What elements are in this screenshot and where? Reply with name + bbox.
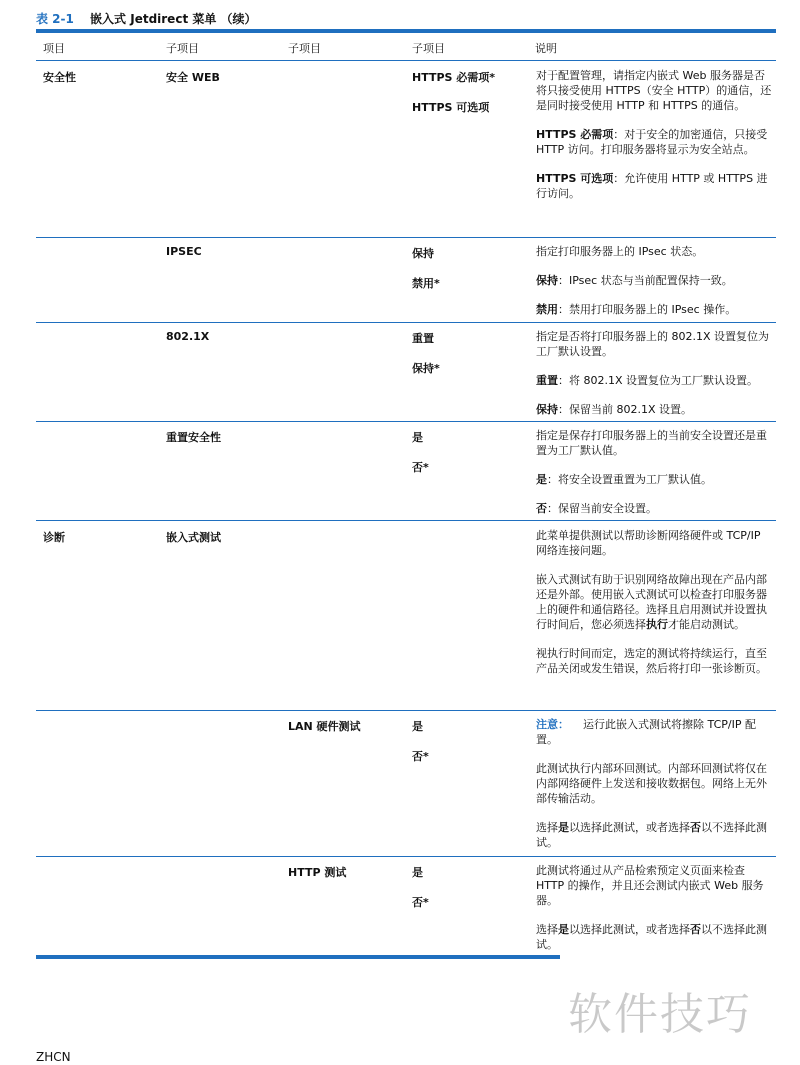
option: 是 bbox=[412, 866, 423, 879]
option: HTTPS 可选项 bbox=[412, 101, 490, 114]
cell-sub: 嵌入式测试 bbox=[166, 531, 221, 544]
option: 是 bbox=[412, 431, 423, 444]
header-item: 项目 bbox=[43, 42, 65, 55]
desc-text: 此菜单提供测试以帮助诊断网络硬件或 TCP/IP 网络连接问题。 bbox=[536, 529, 761, 557]
cell-options bbox=[412, 330, 440, 390]
cell-options bbox=[412, 864, 429, 924]
desc-text: 指定是保存打印服务器上的当前安全设置还是重置为工厂默认值。 bbox=[536, 429, 767, 457]
bottom-rule bbox=[36, 955, 560, 959]
cell-description bbox=[536, 244, 774, 331]
cell-sub: 安全 WEB bbox=[166, 71, 220, 84]
table-header bbox=[36, 33, 776, 61]
option: 重置 bbox=[412, 332, 434, 345]
desc-text: 指定打印服务器上的 IPsec 状态。 bbox=[536, 245, 704, 258]
table-row-8021x bbox=[36, 323, 776, 422]
desc-text: 禁用：禁用打印服务器上的 IPsec 操作。 bbox=[536, 303, 737, 316]
table-row-secure-web bbox=[36, 61, 776, 238]
cell-sub2: LAN 硬件测试 bbox=[288, 720, 361, 733]
watermark: 软件技巧 bbox=[568, 989, 752, 1040]
desc-text: HTTPS 可选项：允许使用 HTTP 或 HTTPS 进行访问。 bbox=[536, 172, 768, 200]
desc-text: 保持：保留当前 802.1X 设置。 bbox=[536, 403, 693, 416]
cell-sub: 重置安全性 bbox=[166, 431, 221, 444]
desc-text: 保持：IPsec 状态与当前配置保持一致。 bbox=[536, 274, 733, 287]
table-row-lan-test bbox=[36, 711, 776, 857]
desc-text: 否：保留当前安全设置。 bbox=[536, 502, 657, 515]
cell-item: 诊断 bbox=[43, 531, 65, 544]
desc-text: 是：将安全设置重置为工厂默认值。 bbox=[536, 473, 712, 486]
option: 是 bbox=[412, 720, 423, 733]
desc-text: 此测试执行内部环回测试。内部环回测试将仅在内部网络硬件上发送和接收数据包。网络上无外部传输活动。 bbox=[536, 762, 767, 805]
footer-locale: ZHCN bbox=[36, 1050, 71, 1064]
desc-text: 视执行时间而定，选定的测试将持续运行，直至产品关闭或发生错误，然后将打印一张诊断页。 bbox=[536, 647, 767, 675]
option: 否* bbox=[412, 461, 429, 474]
table-caption bbox=[36, 10, 257, 27]
header-desc: 说明 bbox=[535, 42, 557, 55]
cell-options bbox=[412, 429, 429, 489]
note-label: 注意： bbox=[536, 718, 569, 731]
desc-text: HTTPS 必需项：对于安全的加密通信，只接受 HTTP 访问。打印服务器将显示为安全站点。 bbox=[536, 128, 768, 156]
desc-text: 选择是以选择此测试，或者选择否以不选择此测试。 bbox=[536, 821, 767, 849]
cell-options bbox=[412, 69, 495, 129]
desc-text: 此测试将通过从产品检索预定义页面来检查 HTTP 的操作，并且还会测试内嵌式 Web 服务器。 bbox=[536, 864, 764, 907]
option: 否* bbox=[412, 896, 429, 909]
cell-description bbox=[536, 528, 774, 690]
desc-text: 对于配置管理，请指定内嵌式 Web 服务器是否将只接受使用 HTTPS（安全 HTTP）的通信，还是同时接受使用 HTTP 和 HTTPS 的通信。 bbox=[536, 69, 772, 112]
option: 否* bbox=[412, 750, 429, 763]
cell-description bbox=[536, 863, 774, 966]
header-sub2: 子项目 bbox=[288, 42, 321, 55]
cell-description bbox=[536, 68, 774, 215]
desc-text: 选择是以选择此测试，或者选择否以不选择此测试。 bbox=[536, 923, 767, 951]
option: 保持* bbox=[412, 362, 440, 375]
option: HTTPS 必需项* bbox=[412, 71, 496, 84]
table-row-reset-security bbox=[36, 422, 776, 521]
cell-description bbox=[536, 428, 774, 530]
cell-options bbox=[412, 718, 429, 778]
cell-description bbox=[536, 717, 774, 864]
header-sub3: 子项目 bbox=[412, 42, 445, 55]
desc-text: 嵌入式测试有助于识别网络故障出现在产品内部还是外部。使用嵌入式测试可以检查打印服务器上的硬件和通信路径。选择且启用测试并设置执行时间后，您必须选择执行才能启动测试。 bbox=[536, 573, 767, 631]
desc-text: 重置：将 802.1X 设置复位为工厂默认设置。 bbox=[536, 374, 759, 387]
option: 保持 bbox=[412, 247, 434, 260]
desc-text: 指定是否将打印服务器上的 802.1X 设置复位为工厂默认设置。 bbox=[536, 330, 770, 358]
table-title: 嵌入式 Jetdirect 菜单 （续） bbox=[90, 12, 257, 26]
cell-item: 安全性 bbox=[43, 71, 76, 84]
cell-description bbox=[536, 329, 774, 431]
cell-sub: 802.1X bbox=[166, 330, 210, 343]
note: 注意： 运行此嵌入式测试将擦除 TCP/IP 配置。 bbox=[536, 718, 756, 746]
option: 禁用* bbox=[412, 277, 440, 290]
table-row-diagnostics bbox=[36, 521, 776, 711]
table-number: 表 2-1 bbox=[36, 12, 74, 26]
cell-sub2: HTTP 测试 bbox=[288, 866, 347, 879]
header-sub1: 子项目 bbox=[166, 42, 199, 55]
cell-sub: IPSEC bbox=[166, 245, 202, 258]
cell-options bbox=[412, 245, 440, 305]
table-row-ipsec bbox=[36, 238, 776, 323]
table-row-http-test bbox=[36, 857, 776, 952]
